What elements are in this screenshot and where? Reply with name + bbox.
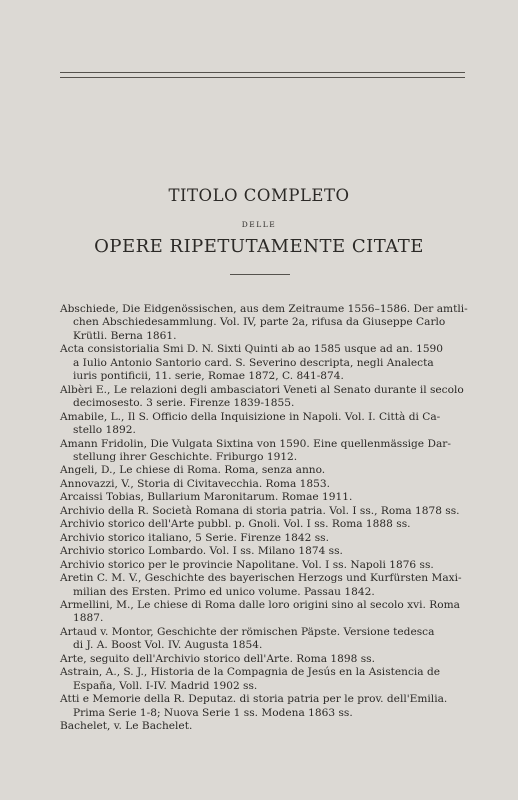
entry-line: Archivio storico italiano, 5 Serie. Firenze 1842 ss. [60,531,329,544]
bibliography-entry [60,599,468,626]
top-rule [60,72,465,73]
bibliography-entry [60,720,468,733]
entry-line: España, Voll. I-IV. Madrid 1902 ss. [73,679,258,692]
entry-line: Arte, seguito dell'Archivio storico dell'Arte. Roma 1898 ss. [60,652,375,665]
entry-line: 1887. [73,612,104,625]
bibliography-entry [60,491,468,504]
entry-line: Bachelet, v. Le Bachelet. [60,720,193,733]
bibliography-entry [60,693,468,720]
entry-line: Annovazzi, V., Storia di Civitavecchia. Roma 1853. [60,477,330,490]
entry-line: Angeli, D., Le chiese di Roma. Roma, senza anno. [60,464,326,477]
entry-line: Aretin C. M. V., Geschichte des bayerischen Herzogs und Kurfürsten Maxi- [60,572,462,585]
entry-line: Astrain, A., S. J., Historia de la Compagnia de Jesús en la Asistencia de [60,666,441,679]
bibliography-entry [60,653,468,666]
bibliography-entry [60,518,468,531]
page-title-2: OPERE RIPETUTAMENTE CITATE [94,236,424,257]
bibliography-entry [60,438,468,465]
title-underline [230,274,290,275]
bibliography-entry [60,411,468,438]
bibliography-entry [60,532,468,545]
bibliography-entry [60,384,468,411]
entry-line: Armellini, M., Le chiese di Roma dalle loro origini sino al secolo xvi. Roma [60,598,460,611]
entry-line: Amann Fridolin, Die Vulgata Sixtina von 1590. Eine quellenmässige Dar- [60,437,451,450]
entry-line: chen Abschiedesammlung. Vol. IV, parte 2a, rifusa da Giuseppe Carlo [73,316,446,329]
entry-line: milian des Ersten. Primo ed unico volume. Passau 1842. [73,585,375,598]
bibliography-entry [60,572,468,599]
bibliography-entry [60,559,468,572]
entry-line: Amabile, L., Il S. Officio della Inquisizione in Napoli. Vol. I. Città di Ca- [60,410,441,423]
bibliography-entry [60,303,468,343]
entry-line: Albèri E., Le relazioni degli ambasciatori Veneti al Senato durante il secolo [60,383,464,396]
title-connector: DELLE [241,220,277,229]
entry-line: Atti e Memorie della R. Deputaz. di storia patria per le prov. dell'Emilia. [60,693,448,706]
entry-line: a Iulio Antonio Santorio card. S. Severino descripta, negli Analecta [73,356,434,369]
entry-line: decimosesto. 3 serie. Firenze 1839-1855. [73,397,295,410]
bibliography-entry [60,478,468,491]
entry-line: Archivio storico dell'Arte pubbl. p. Gnoli. Vol. I ss. Roma 1888 ss. [60,518,411,531]
entry-line: Archivio storico Lombardo. Vol. I ss. Milano 1874 ss. [60,545,343,558]
entry-line: iuris pontificii, 11. serie, Romae 1872, C. 841-874. [73,370,344,383]
entry-line: Acta consistorialia Smi D. N. Sixti Quinti ab ao 1585 usque ad an. 1590 [60,343,444,356]
entry-line: Archivio della R. Società Romana di storia patria. Vol. I ss., Roma 1878 ss. [60,504,460,517]
bibliography-entry [60,626,468,653]
page-title: TITOLO COMPLETO [168,186,350,205]
entry-line: Prima Serie 1-8; Nuova Serie 1 ss. Modena 1863 ss. [73,706,353,719]
top-rule-2 [60,77,465,78]
entry-line: stello 1892. [73,424,136,437]
bibliography-entry [60,464,468,477]
entry-line: Arcaissi Tobias, Bullarium Maronitarum. Romae 1911. [60,491,353,504]
entry-line: Archivio storico per le provincie Napolitane. Vol. I ss. Napoli 1876 ss. [60,558,434,571]
bibliography-list [60,303,468,734]
bibliography-entry [60,343,468,383]
entry-line: Krütli. Berna 1861. [73,329,177,342]
entry-line: stellung ihrer Geschichte. Friburgo 1912. [73,450,298,463]
entry-line: Abschiede, Die Eidgenössischen, aus dem Zeitraume 1556–1586. Der amtli- [60,303,468,315]
entry-line: Artaud v. Montor, Geschichte der römischen Päpste. Versione tedesca [60,625,435,638]
entry-line: di J. A. Boost Vol. IV. Augusta 1854. [73,639,263,652]
bibliography-entry [60,505,468,518]
bibliography-entry [60,545,468,558]
bibliography-entry [60,666,468,693]
